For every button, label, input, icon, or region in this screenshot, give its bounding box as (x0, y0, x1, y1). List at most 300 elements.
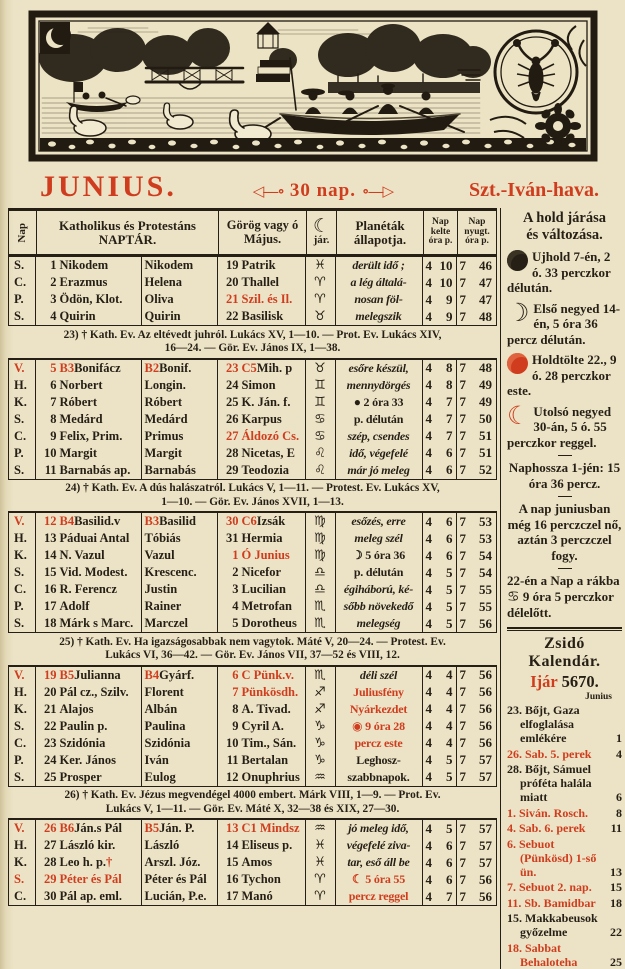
calendar-row (9, 360, 496, 377)
sun-enters-cancer-note: 22-én a Nap a rákba ♋ 9 óra 5 perczkor délelőtt. (507, 573, 620, 620)
sunrise-cell: 4 4 (423, 667, 457, 684)
protestant-day-cell: Paulina (142, 718, 218, 735)
zodiac-icon: ♓ (314, 838, 326, 853)
greek-day-cell: 26 Karpus (218, 411, 306, 428)
greek-day-cell: 24 Simon (218, 377, 306, 394)
catholic-day-cell: 29 Péter és Pál (36, 871, 142, 888)
moon-phases (507, 249, 622, 450)
protestant-day-cell: Florent (142, 684, 218, 701)
moon-zodiac-cell (306, 598, 336, 615)
protestant-day-cell: Rainer (142, 598, 218, 615)
weather-cell: mennydörgés (336, 377, 423, 394)
sunrise-cell: 4 10 (423, 257, 457, 274)
greek-day-cell: 9 Cyril A. (218, 718, 306, 735)
june-day-number: 11 (610, 821, 622, 835)
first-quarter-icon: ☽ (507, 300, 530, 327)
zodiac-icon: ♓ (314, 855, 326, 870)
zodiac-icon: ♌ (314, 462, 326, 478)
catholic-day-cell: 17 Adolf (36, 598, 142, 615)
week-block (8, 511, 497, 633)
col-header-planets: Planéták állapotja. (337, 211, 424, 254)
calendar-row (9, 445, 496, 462)
month-folk-name: Szt.-Iván-hava. (468, 179, 599, 201)
sunset-cell: 7 55 (459, 581, 492, 597)
sunrise-cell: 4 4 (423, 684, 457, 701)
greek-day-cell: 27 Áldozó Cs. (218, 428, 306, 445)
moon-phase-entry: Ujhold 7-én, 2 ó. 33 perczkor délután. (507, 249, 611, 295)
june-column-label: Junius (585, 691, 612, 702)
moon-phase-entry: ☾ Utolsó negyed 30-án, 5 ó. 55 perczkor reggel. (507, 403, 612, 450)
month-title: JUNIUS. (40, 170, 177, 203)
sunset-cell: 7 56 (459, 888, 492, 904)
sunrise-cell: 4 7 (423, 394, 457, 411)
moon-zodiac-cell (306, 274, 336, 291)
weather-cell: ● 2 óra 33 (336, 394, 423, 411)
gospel-line: Lukács V, 1—11. — Gör. Ev. Máté X, 32—38 és XIX, 27—30. (105, 802, 400, 815)
zodiac-icon: ♐ (314, 701, 326, 717)
sunset-cell: 7 53 (459, 530, 492, 546)
weekday-cell: V. (9, 513, 36, 530)
sunset-cell: 7 57 (459, 752, 492, 767)
sunrise-cell: 4 5 (423, 752, 457, 769)
weather-cell: percz reggel (336, 888, 423, 905)
greek-day-cell: 1 Ó Junius (218, 547, 306, 564)
catholic-day-cell: 21 Alajos (36, 701, 142, 718)
zodiac-icon: ♈ (314, 292, 326, 307)
sunset-cell: 7 52 (459, 462, 492, 477)
gospel-reading (8, 787, 497, 820)
jewish-calendar-entry: 1. Siván. Rosch. 8 (507, 805, 622, 820)
june-day-number: 4 (616, 746, 622, 761)
protestant-day-cell: Medárd (142, 411, 218, 428)
col-header-greek: Görög vagy ó Május. (219, 211, 307, 254)
zodiac-icon: ♋ (314, 428, 326, 444)
moon-zodiac-cell (306, 837, 336, 854)
greek-day-cell: 11 Bertalan (218, 752, 306, 769)
june-day-number: 25 (610, 954, 622, 969)
weather-cell: szabbnapok. (336, 769, 423, 786)
catholic-day-cell: 5 B3 Bonifácz (36, 360, 142, 377)
zodiac-icon: ♈ (314, 872, 326, 887)
catholic-day-cell: 27 László kir. (36, 837, 142, 854)
protestant-day-cell: B3 Basilid (142, 513, 218, 530)
moon-zodiac-cell (306, 411, 336, 428)
calendar-row (9, 769, 496, 786)
sunset-cell: 7 47 (459, 291, 492, 307)
zodiac-icon: ♉ (314, 360, 326, 376)
jewish-calendar-entry: 6. Sebuot (Pünkösd) 1-ső ün. 13 (507, 836, 622, 879)
sunset-cell: 7 49 (459, 377, 492, 392)
catholic-day-cell: 12 B4 Basilid.v (36, 513, 142, 530)
title-row (40, 170, 599, 204)
greek-day-cell: 20 Thallel (218, 274, 306, 291)
greek-day-cell: 13 C1 Mindsz (218, 820, 306, 837)
weather-cell: ◉ 9 óra 28 (336, 718, 423, 735)
sunrise-cell: 4 6 (423, 445, 457, 462)
catholic-day-cell: 2 Erazmus (36, 274, 142, 291)
moon-zodiac-cell (306, 581, 336, 598)
protestant-day-cell: B2 Bonif. (142, 360, 218, 377)
sunrise-cell: 4 9 (423, 308, 457, 325)
weekday-cell: S. (9, 257, 36, 274)
june-day-number: 8 (616, 805, 622, 820)
protestant-day-cell: Lucián, P.e. (142, 888, 218, 905)
greek-day-cell: 7 Pünkösdh. (218, 684, 306, 701)
gospel-line: 26) † Kath. Ev. Jézus megvendégel 4000 embert. Márk VIII, 1—9. — Prot. Ev. (64, 789, 441, 801)
weekday-cell: P. (9, 598, 36, 615)
moon-zodiac-cell (306, 854, 336, 871)
calendar-row (9, 752, 496, 769)
calendar-weeks (8, 255, 497, 906)
greek-day-cell: 2 Nicefor (218, 564, 306, 581)
catholic-day-cell: 24 Ker. János (36, 752, 142, 769)
zodiac-icon: ♑ (314, 752, 326, 768)
greek-day-cell: 29 Teodozia (218, 462, 306, 479)
greek-day-cell: 16 Tychon (218, 871, 306, 888)
calendar-table (8, 208, 497, 969)
greek-day-cell: 31 Hermia (218, 530, 306, 547)
calendar-row (9, 274, 496, 291)
greek-day-cell: 15 Amos (218, 854, 306, 871)
weather-cell: nosan föl- (336, 291, 423, 308)
greek-day-cell: 22 Basilisk (218, 308, 306, 325)
moon-zodiac-cell (306, 769, 336, 786)
week-block (8, 255, 497, 326)
greek-day-cell: 3 Lucilian (218, 581, 306, 598)
new-moon-icon (507, 250, 528, 271)
june-day-number: 1 (616, 731, 622, 745)
catholic-day-cell: 10 Margit (36, 445, 142, 462)
protestant-day-cell: Oliva (142, 291, 218, 308)
full-moon-icon (507, 353, 528, 374)
gospel-line: 16—24. — Gör. Ev. János IX, 1—38. (164, 342, 341, 354)
sunset-cell: 7 54 (459, 547, 492, 563)
calendar-row (9, 564, 496, 581)
jewish-calendar-title: Zsidó Kalendár. (528, 634, 601, 670)
catholic-day-cell: 14 N. Vazul (36, 547, 142, 564)
weather-cell: ☾ 5 óra 55 (336, 871, 423, 888)
calendar-row (9, 718, 496, 735)
sunrise-cell: 4 5 (423, 581, 457, 598)
catholic-day-cell: 16 R. Ferencz (36, 581, 142, 598)
greek-day-cell: 10 Tim., Sán. (218, 735, 306, 752)
protestant-day-cell: Margit (142, 445, 218, 462)
weekday-cell: S. (9, 718, 36, 735)
sunset-cell: 7 48 (459, 360, 492, 375)
weather-cell: Leghosz- (336, 752, 423, 769)
greek-day-cell: 30 C6 Izsák (218, 513, 306, 530)
protestant-day-cell: Primus (142, 428, 218, 445)
zodiac-icon: ♐ (314, 684, 326, 700)
sunrise-cell: 4 4 (423, 718, 457, 735)
june-day-number: 18 (610, 895, 622, 910)
jewish-calendar-entries (507, 703, 622, 969)
catholic-day-cell: 9 Felix, Prim. (36, 428, 142, 445)
moon-zodiac-cell (306, 735, 336, 752)
header-engraving-lake-scene (28, 10, 598, 162)
greek-day-cell: 12 Onuphrius (218, 769, 306, 786)
calendar-row (9, 820, 496, 837)
weather-cell: Juliusfény (336, 684, 423, 701)
sunset-cell: 7 56 (459, 718, 492, 733)
calendar-row (9, 581, 496, 598)
calendar-row (9, 462, 496, 479)
protestant-day-cell: László (142, 837, 218, 854)
protestant-day-cell: Nikodem (142, 257, 218, 274)
moon-zodiac-cell (306, 667, 336, 684)
weather-cell: ☽ 5 óra 36 (336, 547, 423, 564)
sunset-cell: 7 48 (459, 308, 492, 324)
divider (558, 455, 572, 456)
jewish-calendar-month: Ijár 5670. (530, 671, 599, 691)
sunset-cell: 7 56 (459, 735, 492, 750)
catholic-day-cell: 22 Paulin p. (36, 718, 142, 735)
calendar-row (9, 428, 496, 445)
col-header-catholic-protestant: Katholikus és Protestáns NAPTÁR. (37, 211, 219, 254)
calendar-row (9, 394, 496, 411)
protestant-day-cell: Barnabás (142, 462, 218, 479)
zodiac-icon: ♎ (314, 582, 326, 597)
catholic-day-cell: 30 Pál ap. eml. (36, 888, 142, 905)
catholic-day-cell: 7 Róbert (36, 394, 142, 411)
greek-day-cell: 28 Nicetas, E (218, 445, 306, 462)
sunrise-cell: 4 5 (423, 769, 457, 786)
weekday-cell: H. (9, 530, 36, 547)
weekday-cell: V. (9, 820, 36, 837)
sunset-cell: 7 56 (459, 701, 492, 716)
right-arrow-ornament: ∘—▷ (361, 184, 394, 200)
divider (558, 568, 572, 569)
moon-zodiac-cell (306, 291, 336, 308)
weekday-cell: H. (9, 837, 36, 854)
greek-day-cell: 19 Patrik (218, 257, 306, 274)
zodiac-icon: ♑ (314, 718, 326, 734)
protestant-day-cell: Szidónia (142, 735, 218, 752)
catholic-day-cell: 13 Páduai Antal (36, 530, 142, 547)
moon-zodiac-cell (306, 462, 336, 479)
sunrise-cell: 4 7 (423, 428, 457, 445)
weekday-cell: S. (9, 871, 36, 888)
gospel-line: 24) † Kath. Ev. A dús halászatról. Lukács V, 1—11. — Protest. Ev. Lukács XV, (65, 482, 440, 494)
jewish-calendar-entry: 4. Sab. 6. perek 11 (507, 821, 622, 835)
catholic-day-cell: 4 Quirin (36, 308, 142, 325)
sunset-cell: 7 57 (459, 769, 492, 784)
jewish-calendar-entry: 7. Sebuot 2. nap. 15 (507, 880, 622, 894)
greek-day-cell: 21 Szil. és Il. (218, 291, 306, 308)
moon-zodiac-cell (306, 752, 336, 769)
sunrise-cell: 4 6 (423, 854, 457, 871)
greek-day-cell: 14 Eliseus p. (218, 837, 306, 854)
moon-zodiac-cell (306, 718, 336, 735)
greek-day-cell: 17 Manó (218, 888, 306, 905)
calendar-row (9, 377, 496, 394)
jewish-calendar-entry: 18. Sabbat Behaloteha 25 (507, 940, 622, 969)
catholic-day-cell: 15 Vid. Modest. (36, 564, 142, 581)
protestant-day-cell: Tóbiás (142, 530, 218, 547)
catholic-day-cell: 20 Pál cz., Szilv. (36, 684, 142, 701)
zodiac-icon: ♏ (314, 599, 326, 614)
moon-section-title: A hold járása és változása. (523, 210, 606, 243)
june-day-number: 13 (610, 864, 622, 879)
protestant-day-cell: Justin (142, 581, 218, 598)
moon-zodiac-cell (306, 564, 336, 581)
sunrise-cell: 4 5 (423, 598, 457, 615)
weekday-cell: K. (9, 547, 36, 564)
gospel-line: 23) † Kath. Ev. Az eltévedt juhról. Lukács XV, 1—10. — Prot. Ev. Lukács XIV, (63, 328, 442, 341)
moon-zodiac-cell (306, 820, 336, 837)
zodiac-icon: ♊ (314, 394, 326, 410)
june-day-number: 15 (610, 880, 622, 894)
jewish-calendar-entry: 28. Bőjt, Sámuel próféta halála miatt 6 (507, 762, 622, 804)
calendar-row (9, 667, 496, 684)
weekday-cell: H. (9, 377, 36, 394)
calendar-row (9, 701, 496, 718)
weekday-cell: S. (9, 564, 36, 581)
weather-cell: melegség (336, 615, 423, 632)
weather-cell: már jó meleg (336, 462, 423, 479)
weekday-cell: C. (9, 888, 36, 905)
catholic-day-cell: 23 Szidónia (36, 735, 142, 752)
weather-cell: a lég általá- (336, 274, 423, 291)
sun-growth-note: A nap juniusban még 16 perczczel nő, aztán 3 perczczel fogy. (507, 501, 622, 563)
weekday-cell: C. (9, 428, 36, 445)
sunrise-cell: 4 4 (423, 735, 457, 752)
greek-day-cell: 5 Dorotheus (218, 615, 306, 632)
weekday-cell: H. (9, 684, 36, 701)
catholic-day-cell: 6 Norbert (36, 377, 142, 394)
sunrise-cell: 4 10 (423, 274, 457, 291)
protestant-day-cell: Vazul (142, 547, 218, 564)
protestant-day-cell: Iván (142, 752, 218, 769)
gospel-line: Lukács VI, 36—42. — Gör. Ev. János VII, 37—52 és VIII, 12. (105, 649, 400, 661)
col-header-sunset: Nap nyugt. óra p. (464, 216, 490, 247)
protestant-day-cell: Krescenc. (142, 564, 218, 581)
moon-zodiac-cell (306, 530, 336, 547)
sunrise-cell: 4 8 (423, 360, 457, 377)
weather-cell: végefelé ziva- (336, 837, 423, 854)
calendar-row (9, 411, 496, 428)
zodiac-icon: ♋ (314, 411, 326, 427)
weekday-cell: C. (9, 274, 36, 291)
catholic-day-cell: 1 Nikodem (36, 257, 142, 274)
weekday-cell: S. (9, 615, 36, 632)
zodiac-icon: ♍ (314, 531, 326, 546)
zodiac-icon: ♑ (314, 735, 326, 751)
catholic-day-cell: 28 Leo h. p. † (36, 854, 142, 871)
protestant-day-cell: Péter és Pál (142, 871, 218, 888)
left-arrow-ornament: ◁—∘ (252, 184, 285, 200)
crescent-moon-icon (40, 22, 71, 54)
week-block (8, 665, 497, 787)
weekday-cell: P. (9, 445, 36, 462)
sunset-cell: 7 56 (459, 684, 492, 699)
june-day-number: 22 (610, 925, 622, 939)
sidebar (500, 208, 624, 969)
catholic-day-cell: 3 Ödön, Klot. (36, 291, 142, 308)
sunrise-cell: 4 6 (423, 513, 457, 530)
weather-cell: égiháború, ké- (336, 581, 423, 598)
cancer-icon: ♋ (507, 588, 520, 605)
moon-phase-entry: ☽ Első negyed 14-én, 5 óra 36 percz délután. (507, 300, 621, 347)
greek-day-cell: 6 C Pünk.v. (218, 667, 306, 684)
sunrise-cell: 4 6 (423, 837, 457, 854)
greek-day-cell: 4 Metrofan (218, 598, 306, 615)
sunset-cell: 7 51 (459, 445, 492, 460)
weekday-cell: K. (9, 394, 36, 411)
moon-zodiac-cell (306, 377, 336, 394)
zodiac-icon: ♒ (314, 769, 326, 785)
sunset-cell: 7 49 (459, 394, 492, 409)
moon-zodiac-cell (306, 547, 336, 564)
divider (558, 496, 572, 497)
zodiac-icon: ♉ (314, 309, 326, 324)
page-body (8, 208, 625, 969)
weather-cell: derült idő ; (336, 257, 423, 274)
protestant-day-cell: Longin. (142, 377, 218, 394)
weekday-cell: V. (9, 667, 36, 684)
calendar-row (9, 547, 496, 564)
sunset-cell: 7 56 (459, 615, 492, 631)
moon-crescent-icon: ☾ (312, 215, 331, 238)
calendar-row (9, 684, 496, 701)
catholic-day-cell: 18 Márk s Marc. (36, 615, 142, 632)
zodiac-icon: ♏ (314, 616, 326, 631)
sunrise-cell: 4 7 (423, 888, 457, 905)
jewish-calendar-entry: 15. Makkabeusok győzelme 22 (507, 911, 622, 939)
weekday-cell: K. (9, 701, 36, 718)
weekday-cell: C. (9, 581, 36, 598)
sunset-cell: 7 57 (459, 854, 492, 870)
col-header-sunrise: Nap kelte óra p. (424, 211, 458, 254)
protestant-day-cell: B4 Gyárf. (142, 667, 218, 684)
sunrise-cell: 4 5 (423, 820, 457, 837)
calendar-row (9, 598, 496, 615)
sunset-cell: 7 51 (459, 428, 492, 443)
moon-zodiac-cell (306, 888, 336, 905)
calendar-row (9, 615, 496, 632)
sunset-cell: 7 53 (459, 513, 492, 529)
zodiac-icon: ♒ (314, 821, 326, 836)
moon-zodiac-cell (306, 701, 336, 718)
june-day-number: 6 (616, 790, 622, 804)
section-rule (507, 627, 622, 631)
sunset-cell: 7 54 (459, 564, 492, 580)
calendar-row (9, 257, 496, 274)
calendar-row (9, 513, 496, 530)
zodiac-icon: ♓ (314, 258, 326, 273)
protestant-day-cell: Arszl. Józ. (142, 854, 218, 871)
calendar-row (9, 291, 496, 308)
moon-zodiac-cell (306, 871, 336, 888)
moon-zodiac-cell (306, 308, 336, 325)
moon-zodiac-cell (306, 360, 336, 377)
moon-zodiac-cell (306, 257, 336, 274)
day-length-note: Naphossza 1-jén: 15 óra 36 percz. (508, 460, 621, 491)
calendar-row (9, 308, 496, 325)
catholic-day-cell: 25 Prosper (36, 769, 142, 786)
protestant-day-cell: B5 Ján. P. (142, 820, 218, 837)
weekday-cell: C. (9, 735, 36, 752)
weekday-cell: S. (9, 411, 36, 428)
jewish-calendar-entry: 11. Sb. Bamidbar 18 (507, 895, 622, 910)
moon-phase-entry: Holdtölte 22., 9 ó. 28 perczkor este. (507, 352, 617, 398)
weather-cell: esőzés, erre (336, 513, 423, 530)
moon-zodiac-cell (306, 513, 336, 530)
jewish-calendar-entry: 26. Sab. 5. perek 4 (507, 746, 622, 761)
zodiac-icon: ♍ (314, 514, 326, 529)
sunrise-cell: 4 6 (423, 462, 457, 479)
weather-cell: Nyárkezdet (336, 701, 423, 718)
